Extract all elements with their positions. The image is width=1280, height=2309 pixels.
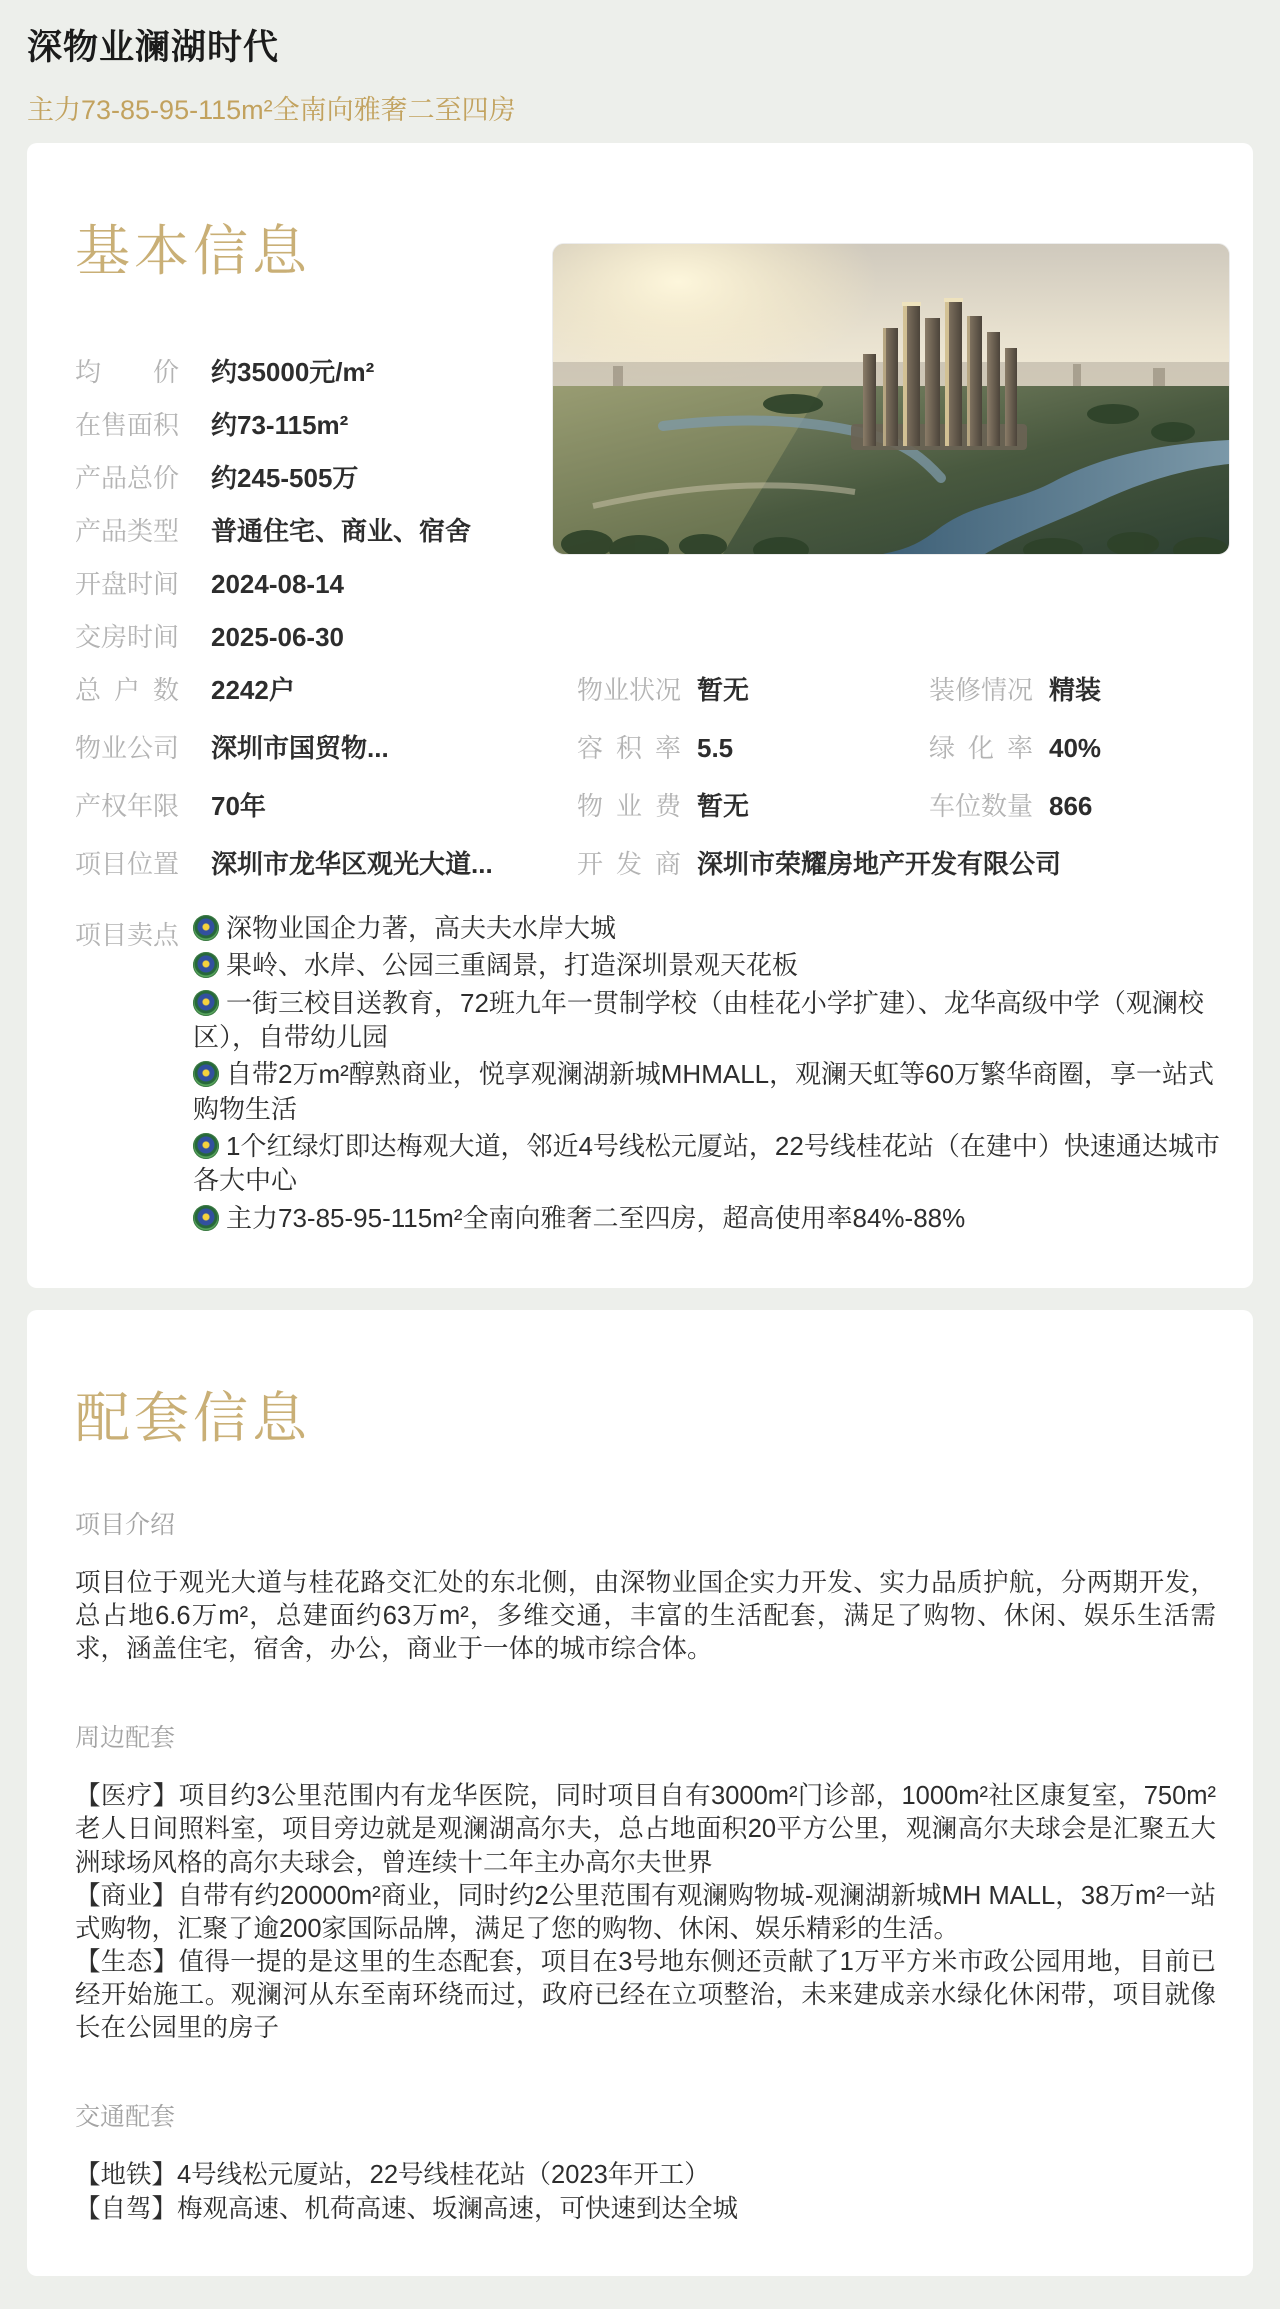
field-label: 产品类型 bbox=[75, 516, 180, 546]
field-value: 40% bbox=[1049, 733, 1102, 763]
field-value: 约245-505万 bbox=[211, 463, 359, 493]
field-row-parking bbox=[929, 786, 1230, 823]
selling-point-item bbox=[193, 1129, 1230, 1198]
selling-point-text: 1个红绿灯即达梅观大道，邻近4号线松元厦站，22号线桂花站（在建中）快速通达城市各大中心 bbox=[193, 1130, 1220, 1196]
field-label: 产权年限 bbox=[75, 791, 180, 821]
selling-point-item bbox=[193, 948, 1230, 982]
selling-point-text: 主力73-85-95-115m²全南向雅奢二至四房，超高使用率84%-88% bbox=[226, 1202, 966, 1233]
field-value: 暂无 bbox=[697, 675, 750, 705]
basic-info-title: 基本信息 bbox=[75, 220, 312, 282]
field-label: 交房时间 bbox=[75, 622, 180, 652]
selling-point-text: 深物业国企力著，高夫夫水岸大城 bbox=[226, 913, 617, 943]
project-intro-text: 项目位于观光大道与桂花路交汇处的东北侧，由深物业国企实力开发、实力品质护航，分两期开发，总占地6.6万m²，总建面约63万m²，多维交通，丰富的生活配套，满足了购物、休闲、娱乐生活需求，涵盖住宅，宿舍，办公，商业于一体的城市综合体。 bbox=[75, 1568, 1216, 1664]
badge-icon bbox=[193, 990, 219, 1016]
field-label: 均价 bbox=[75, 357, 179, 387]
field-row-location bbox=[75, 844, 577, 881]
badge-icon bbox=[193, 952, 219, 978]
field-row-tenure bbox=[75, 786, 577, 823]
selling-point-text: 自带2万m²醇熟商业，悦享观澜湖新城MHMALL，观澜天虹等60万繁华商圈，享一站式购物生活 bbox=[193, 1059, 1215, 1124]
field-row-developer bbox=[577, 844, 1230, 881]
field-value: 2242户 bbox=[211, 675, 295, 705]
field-value: 约35000元/m² bbox=[211, 357, 375, 387]
field-value: 2025-06-30 bbox=[211, 622, 344, 652]
badge-icon bbox=[193, 1061, 219, 1087]
badge-icon bbox=[193, 915, 219, 941]
basic-info-card bbox=[27, 143, 1253, 1288]
amenities-title: 配套信息 bbox=[75, 1386, 312, 1449]
badge-icon bbox=[193, 1133, 219, 1159]
field-row-property-company bbox=[75, 728, 577, 765]
surrounding-ecology: 【生态】值得一提的是这里的生态配套，项目在3号地东侧还贡献了1万平方米市政公园用地，目前已经开始施工。观澜河从东至南环绕而过，政府已经在立项整治，未来建成亲水绿化休闲带，项目就像长在公园里的房子 bbox=[75, 1947, 1216, 2043]
selling-point-item bbox=[193, 986, 1230, 1055]
field-label: 容积率 bbox=[577, 733, 681, 763]
field-value: 70年 bbox=[211, 791, 266, 821]
field-value: 精装 bbox=[1049, 675, 1102, 705]
field-label: 总户数 bbox=[75, 675, 179, 705]
transport-label: 交通配套 bbox=[75, 2103, 176, 2132]
field-row-households bbox=[75, 670, 577, 707]
surrounding-business: 【商业】自带有约20000m²商业，同时约2公里范围有观澜购物城-观澜湖新城MH MALL，38万m²一站式购物，汇聚了逾200家国际品牌，满足了您的购物、休闲、娱乐精彩的生活。 bbox=[75, 1881, 1216, 1943]
field-label: 物业状况 bbox=[577, 675, 682, 705]
field-value: 5.5 bbox=[697, 733, 734, 763]
field-label: 物业公司 bbox=[75, 733, 180, 763]
selling-point-item bbox=[193, 1201, 1230, 1235]
field-label: 装修情况 bbox=[929, 675, 1034, 705]
field-row-plot-ratio bbox=[577, 728, 929, 765]
field-row-property-fee bbox=[577, 786, 929, 823]
aerial-render-graphic bbox=[553, 244, 1229, 554]
amenities-card bbox=[27, 1310, 1253, 2276]
field-label: 物业费 bbox=[577, 791, 681, 821]
field-label: 车位数量 bbox=[929, 791, 1034, 821]
field-label: 在售面积 bbox=[75, 410, 180, 440]
selling-point-text: 果岭、水岸、公园三重阔景，打造深圳景观天花板 bbox=[226, 950, 799, 981]
field-grid-row-2 bbox=[75, 728, 1230, 765]
field-row-property-status bbox=[577, 670, 929, 707]
project-intro-label: 项目介绍 bbox=[75, 1510, 176, 1539]
field-value: 深圳市国贸物... bbox=[211, 733, 389, 763]
page-bottom-spacer bbox=[0, 2276, 1280, 2309]
selling-point-item bbox=[193, 911, 1230, 945]
surrounding-label: 周边配套 bbox=[75, 1724, 176, 1753]
field-value: 深圳市荣耀房地产开发有限公司 bbox=[697, 849, 1062, 879]
field-value: 2024-08-14 bbox=[211, 569, 344, 599]
field-label: 开盘时间 bbox=[75, 569, 180, 599]
badge-icon bbox=[193, 1205, 219, 1231]
transport-metro: 【地铁】4号线松元厦站，22号线桂花站（2023年开工） bbox=[75, 2161, 710, 2190]
field-label: 项目位置 bbox=[75, 849, 180, 879]
selling-points-list bbox=[179, 911, 1230, 1238]
selling-point-item bbox=[193, 1057, 1230, 1126]
selling-points-label: 项目卖点 bbox=[75, 920, 180, 950]
field-grid-row-1 bbox=[75, 670, 1230, 707]
field-row-delivery-date bbox=[75, 617, 1230, 652]
field-grid-row-3 bbox=[75, 786, 1230, 823]
field-label: 开发商 bbox=[577, 849, 681, 879]
field-label: 绿化率 bbox=[929, 733, 1033, 763]
field-value: 暂无 bbox=[697, 791, 750, 821]
surrounding-medical: 【医疗】项目约3公里范围内有龙华医院，同时项目自有3000m²门诊部，1000m²社区康复室，750m²老人日间照料室，项目旁边就是观澜湖高尔夫，总占地面积20平方公里，观澜高尔夫球会是汇聚五大洲球场风格的高尔夫球会，曾连续十二年主办高尔夫世界 bbox=[75, 1782, 1216, 1877]
field-row-open-date bbox=[75, 564, 1230, 599]
field-value: 约73-115m² bbox=[211, 410, 349, 440]
transport-drive: 【自驾】梅观高速、机荷高速、坂澜高速，可快速到达全城 bbox=[75, 2194, 739, 2223]
field-value: 866 bbox=[1049, 791, 1093, 821]
project-rendering-image[interactable] bbox=[552, 243, 1230, 555]
field-row-greening-rate bbox=[929, 728, 1230, 765]
field-label: 产品总价 bbox=[75, 463, 180, 493]
page-header bbox=[0, 0, 1280, 143]
page-subtitle: 主力73-85-95-115m²全南向雅奢二至四房 bbox=[27, 95, 516, 125]
field-value: 普通住宅、商业、宿舍 bbox=[211, 516, 472, 546]
page-title: 深物业澜湖时代 bbox=[27, 28, 280, 67]
field-value: 深圳市龙华区观光大道... bbox=[211, 849, 493, 879]
selling-points-section bbox=[75, 911, 1230, 1238]
field-grid-row-4 bbox=[75, 844, 1230, 881]
selling-point-text: 一街三校目送教育，72班九年一贯制学校（由桂花小学扩建）、龙华高级中学（观澜校区），自带幼儿园 bbox=[193, 987, 1204, 1052]
field-row-decoration bbox=[929, 670, 1230, 707]
